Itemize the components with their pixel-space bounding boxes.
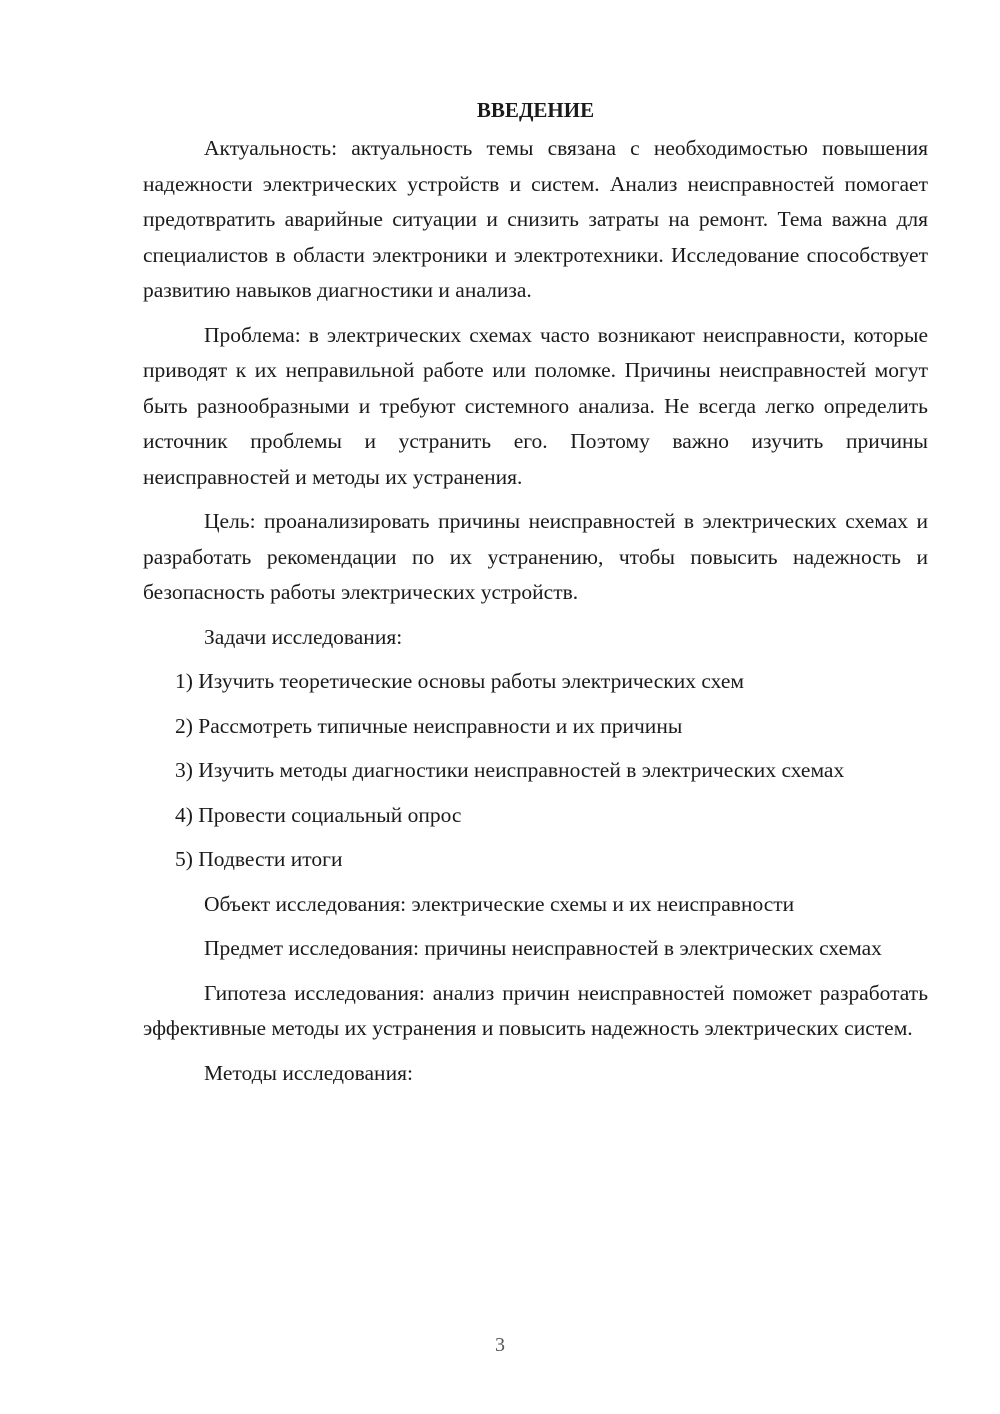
subject-paragraph: Предмет исследования: причины неисправностей в электрических схемах	[204, 936, 882, 960]
task-item: 2) Рассмотреть типичные неисправности и их причины	[175, 713, 683, 738]
hypothesis-paragraph: Гипотеза исследования: анализ причин неисправностей поможет разработать эффективные методы их устранения и повысить надежность электрических систем.	[143, 980, 928, 1040]
problem-paragraph: Проблема: в электрических схемах часто возникают неисправности, которые приводят к их неправильной работе или поломке. Причины неисправностей могут быть разнообразными и требуют системного анализа. Не всегда легко определить источник проблемы и устранить его. Поэтому важно изучить причины неисправностей и методы их устранения.	[143, 322, 928, 489]
tasks-heading: Задачи исследования:	[204, 624, 403, 649]
task-item: 5) Подвести итоги	[175, 847, 343, 871]
task-item: 1) Изучить теоретические основы работы электрических схем	[175, 669, 744, 693]
relevance-paragraph: Актуальность: актуальность темы связана с необходимостью повышения надежности электрических устройств и систем. Анализ неисправностей помогает предотвратить аварийные ситуации и снизить затраты на ремонт. Тема важна для специалистов в области электроники и электротехники. Исследование способствует развитию навыков диагностики и анализа.	[143, 136, 928, 302]
task-item: 3) Изучить методы диагностики неисправностей в электрических схемах	[175, 758, 845, 782]
page-content	[143, 95, 928, 1100]
page-number: 3	[495, 1334, 505, 1356]
object-paragraph: Объект исследования: электрические схемы и их неисправности	[204, 891, 795, 916]
goal-paragraph: Цель: проанализировать причины неисправностей в электрических схемах и разработать рекомендации по их устранению, чтобы повысить надежность и безопасность работы электрических устройств.	[143, 509, 928, 604]
section-title: ВВЕДЕНИЕ	[476, 98, 595, 122]
task-item: 4) Провести социальный опрос	[175, 802, 462, 827]
methods-heading: Методы исследования:	[204, 1060, 413, 1085]
